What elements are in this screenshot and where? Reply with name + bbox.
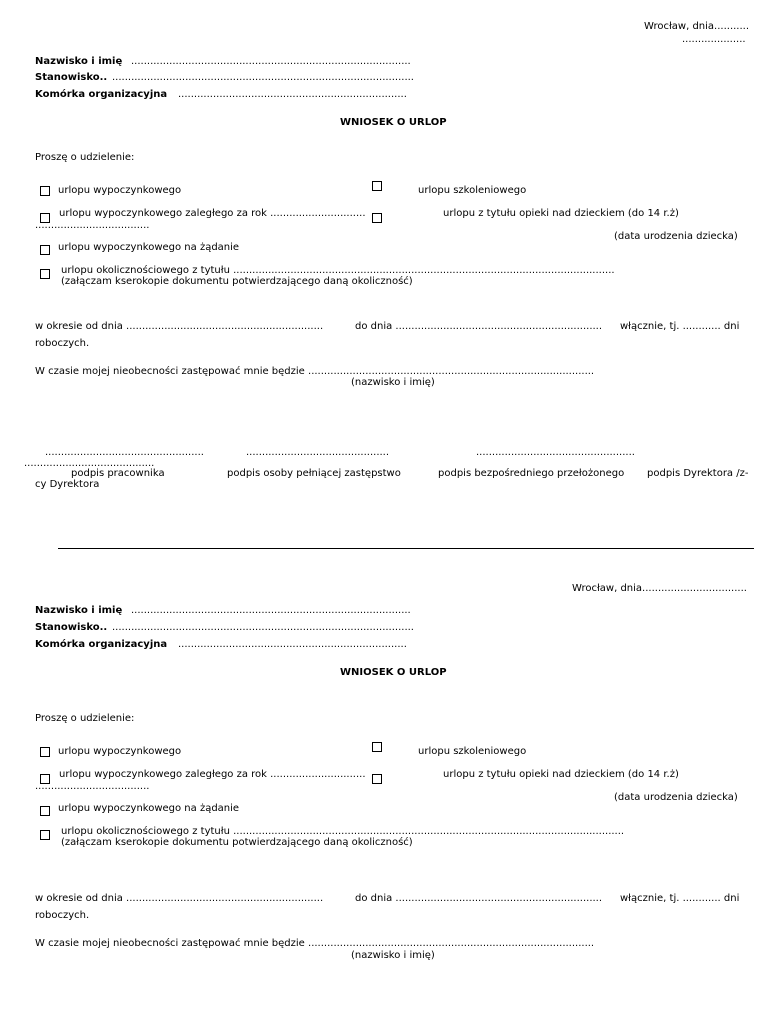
unit-label: Komórka organizacyjna [35, 639, 168, 650]
option-overdue-label: urlopu wypoczynkowego zaległego za rok .............................. [59, 208, 366, 219]
period-inclusive: włącznie, tj. ............ dni [620, 893, 740, 904]
position-field[interactable]: ............................................................................................... [112, 622, 414, 633]
place-date: Wrocław, dnia................................. [572, 583, 747, 594]
checkbox-occasional[interactable] [40, 269, 50, 279]
working-days: roboczych. [35, 910, 90, 921]
period-inclusive: włącznie, tj. ............ dni [620, 321, 740, 332]
option-training-label: urlopu szkoleniowego [418, 185, 527, 196]
unit-label: Komórka organizacyjna [35, 89, 168, 100]
period-from: w okresie od dnia .............................................................. [35, 893, 324, 904]
substitute-line: W czasie mojej nieobecności zastępować mnie będzie .......................................................................................... [35, 366, 595, 377]
option-overdue-dots: .................................... [35, 781, 150, 792]
request-text: Proszę o udzielenie: [35, 713, 135, 724]
position-label: Stanowisko.. [35, 72, 108, 83]
checkbox-training[interactable] [372, 742, 382, 752]
substitute-note: (nazwisko i imię) [351, 377, 435, 388]
substitute-note: (nazwisko i imię) [351, 950, 435, 961]
period-to: do dnia ................................................................. [355, 893, 603, 904]
place-date: Wrocław, dnia........... [644, 21, 750, 32]
option-occasional-label: urlopu okolicznościowego z tytułu ........................................................................................................................ [61, 265, 615, 276]
checkbox-childcare[interactable] [372, 213, 382, 223]
option-childcare-label: urlopu z tytułu opieki nad dzieckiem (do 14 r.ż) [443, 208, 679, 219]
option-training-label: urlopu szkoleniowego [418, 746, 527, 757]
checkbox-vacation[interactable] [40, 186, 50, 196]
name-field[interactable]: ........................................................................................ [131, 605, 411, 616]
position-field[interactable]: ............................................................................................... [112, 72, 414, 83]
unit-field[interactable]: ........................................................................ [178, 639, 407, 650]
option-childcare-label: urlopu z tytułu opieki nad dzieckiem (do 14 r.ż) [443, 769, 679, 780]
signature-line-supervisor: .................................................. [476, 447, 635, 458]
form-title: WNIOSEK O URLOP [340, 667, 447, 678]
cut-line [58, 548, 754, 549]
option-occasional-note: (załączam kserokopie dokumentu potwierdzającego daną okoliczność) [61, 837, 413, 848]
period-to: do dnia ................................................................. [355, 321, 603, 332]
signature-director-label-cont: cy Dyrektora [35, 479, 100, 490]
checkbox-on-demand[interactable] [40, 245, 50, 255]
option-vacation-label: urlopu wypoczynkowego [58, 185, 182, 196]
place-date-continuation: .................... [682, 34, 746, 45]
signature-director-label: podpis Dyrektora /z- [647, 468, 749, 479]
checkbox-occasional[interactable] [40, 830, 50, 840]
option-overdue-dots: .................................... [35, 220, 150, 231]
name-field[interactable]: ........................................................................................ [131, 56, 411, 67]
substitute-line: W czasie mojej nieobecności zastępować mnie będzie .......................................................................................... [35, 938, 595, 949]
signature-substitute-label: podpis osoby pełniącej zastępstwo [227, 468, 401, 479]
checkbox-childcare[interactable] [372, 774, 382, 784]
child-birth-note: (data urodzenia dziecka) [614, 792, 738, 803]
child-birth-note: (data urodzenia dziecka) [614, 231, 738, 242]
name-label: Nazwisko i imię [35, 605, 123, 616]
request-text: Proszę o udzielenie: [35, 152, 135, 163]
form-title: WNIOSEK O URLOP [340, 117, 447, 128]
working-days: roboczych. [35, 338, 90, 349]
unit-field[interactable]: ........................................................................ [178, 89, 407, 100]
option-occasional-label: urlopu okolicznościowego z tytułu ........................................................................................................................... [61, 826, 625, 837]
signature-line-employee: .................................................. [45, 447, 204, 458]
signature-line-director: ......................................... [24, 458, 155, 469]
signature-employee-label: podpis pracownika [71, 468, 165, 479]
option-occasional-note: (załączam kserokopie dokumentu potwierdzającego daną okoliczność) [61, 276, 413, 287]
option-on-demand-label: urlopu wypoczynkowego na żądanie [58, 803, 240, 814]
period-from: w okresie od dnia .............................................................. [35, 321, 324, 332]
position-label: Stanowisko.. [35, 622, 108, 633]
checkbox-vacation[interactable] [40, 747, 50, 757]
option-overdue-label: urlopu wypoczynkowego zaległego za rok .............................. [59, 769, 366, 780]
signature-line-substitute: ............................................. [246, 447, 390, 458]
option-vacation-label: urlopu wypoczynkowego [58, 746, 182, 757]
checkbox-training[interactable] [372, 181, 382, 191]
signature-supervisor-label: podpis bezpośredniego przełożonego [438, 468, 625, 479]
option-on-demand-label: urlopu wypoczynkowego na żądanie [58, 242, 240, 253]
name-label: Nazwisko i imię [35, 56, 123, 67]
checkbox-on-demand[interactable] [40, 806, 50, 816]
